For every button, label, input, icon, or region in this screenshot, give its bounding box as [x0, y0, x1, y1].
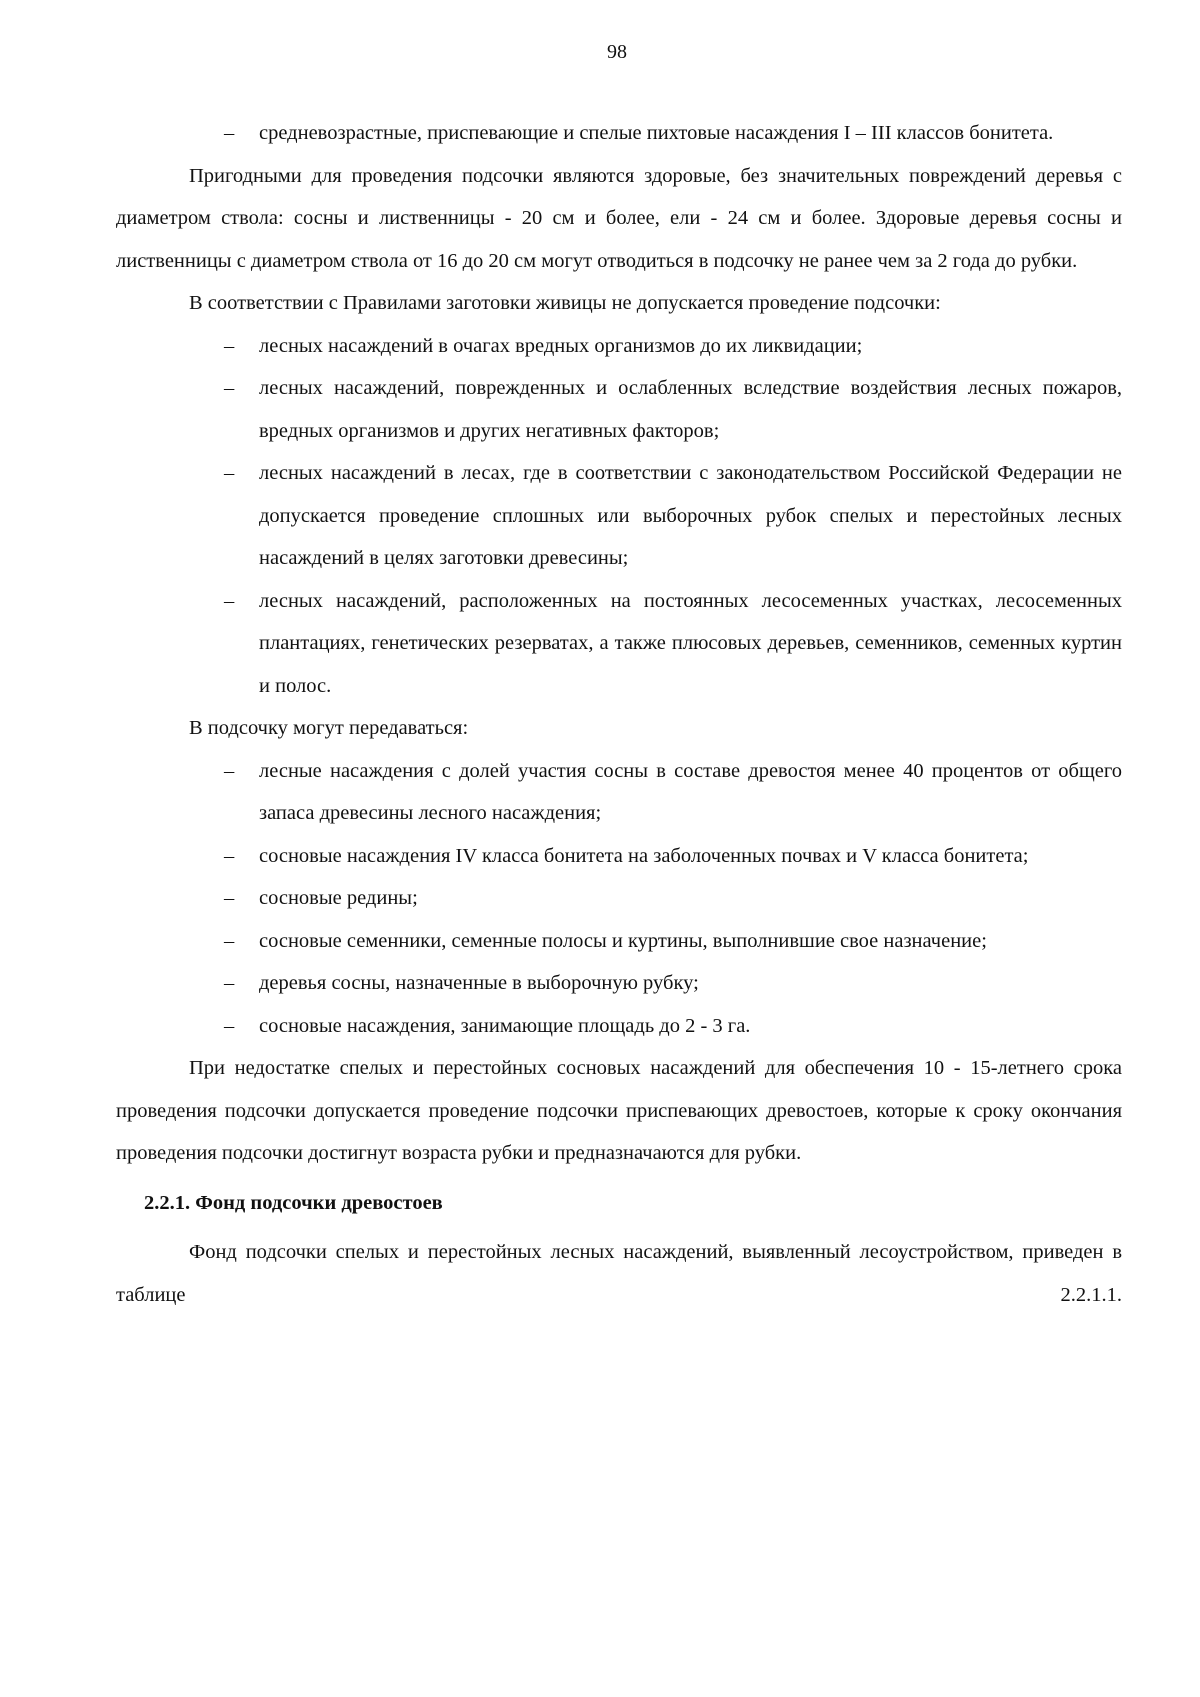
list-item-text: сосновые насаждения IV класса бонитета на заболоченных почвах и V класса бонитета;	[259, 844, 1029, 867]
list-item	[116, 962, 1122, 1005]
list-item	[116, 367, 1122, 452]
list-item-text: лесных насаждений, поврежденных и ослабленных вследствие воздействия лесных пожаров, вредных организмов и других негативных факторов;	[259, 377, 1122, 442]
list-item	[116, 112, 1122, 155]
dash-marker: –	[224, 462, 235, 484]
list-item-text: лесные насаждения с долей участия сосны в составе древостоя менее 40 процентов от общего запаса древесины лесного насаждения;	[259, 759, 1122, 824]
dash-marker: –	[224, 377, 235, 399]
paragraph: В подсочку могут передаваться:	[189, 717, 469, 739]
dash-marker: –	[224, 929, 235, 952]
list-item	[116, 1005, 1122, 1048]
list-item	[116, 452, 1122, 580]
list-item	[116, 580, 1122, 708]
dash-marker: –	[224, 887, 235, 909]
dash-marker: –	[224, 759, 235, 782]
paragraph: При недостатке спелых и перестойных сосновых насаждений для обеспечения 10 - 15-летнего срока проведения подсочки допускается проведение подсочки приспевающих древостоев, которые к сроку окончания проведения подсочки достигнут возраста рубки и предназначаются для рубки.	[116, 1057, 1122, 1164]
list-item	[116, 325, 1122, 368]
dash-marker: –	[224, 972, 235, 994]
list-item-text: сосновые редины;	[259, 887, 418, 909]
dash-marker: –	[224, 1014, 235, 1037]
document-body	[116, 112, 1122, 1316]
list-item	[116, 835, 1122, 878]
list-item	[116, 877, 1122, 920]
list-item-text: деревья сосны, назначенные в выборочную рубку;	[259, 972, 699, 994]
list-item-text: лесных насаждений в лесах, где в соответствии с законодательством Российской Федерации не допускается проведение сплошных или выборочных рубок спелых и перестойных лесных насаждений в целях заготовки древесины;	[259, 462, 1122, 569]
list-item-text: лесных насаждений, расположенных на постоянных лесосеменных участках, лесосеменных плантациях, генетических резерватах, а также плюсовых деревьев, семенников, семенных куртин и полос.	[259, 589, 1122, 697]
list-item-text: сосновые семенники, семенные полосы и куртины, выполнившие свое назначение;	[259, 929, 987, 952]
list-item-text: лесных насаждений в очагах вредных организмов до их ликвидации;	[259, 334, 863, 357]
paragraph: Фонд подсочки спелых и перестойных лесных насаждений, выявленный лесоустройством, приведен в таблице 2.2.1.1.	[116, 1241, 1122, 1306]
dash-marker: –	[224, 334, 235, 357]
dash-marker: –	[224, 844, 235, 867]
section-heading: 2.2.1. Фонд подсочки древостоев	[144, 1191, 443, 1214]
list-item	[116, 750, 1122, 835]
paragraph: В соответствии с Правилами заготовки живицы не допускается проведение подсочки:	[189, 292, 941, 314]
list-item	[116, 920, 1122, 963]
paragraph: Пригодными для проведения подсочки являются здоровые, без значительных повреждений деревья с диаметром ствола: сосны и лиственницы - 20 см и более, ели - 24 см и более. Здоровые деревья сосны и лиственницы с диаметром ствола от 16 до 20 см могут отводиться в подсочку не ранее чем за 2 года до рубки.	[116, 164, 1122, 272]
dash-marker: –	[224, 122, 235, 144]
list-item-text: сосновые насаждения, занимающие площадь до 2 - 3 га.	[259, 1014, 751, 1037]
list-item-text: средневозрастные, приспевающие и спелые пихтовые насаждения I – III классов бонитета.	[259, 122, 1054, 144]
page-number: 98	[607, 41, 627, 63]
dash-marker: –	[224, 589, 235, 612]
